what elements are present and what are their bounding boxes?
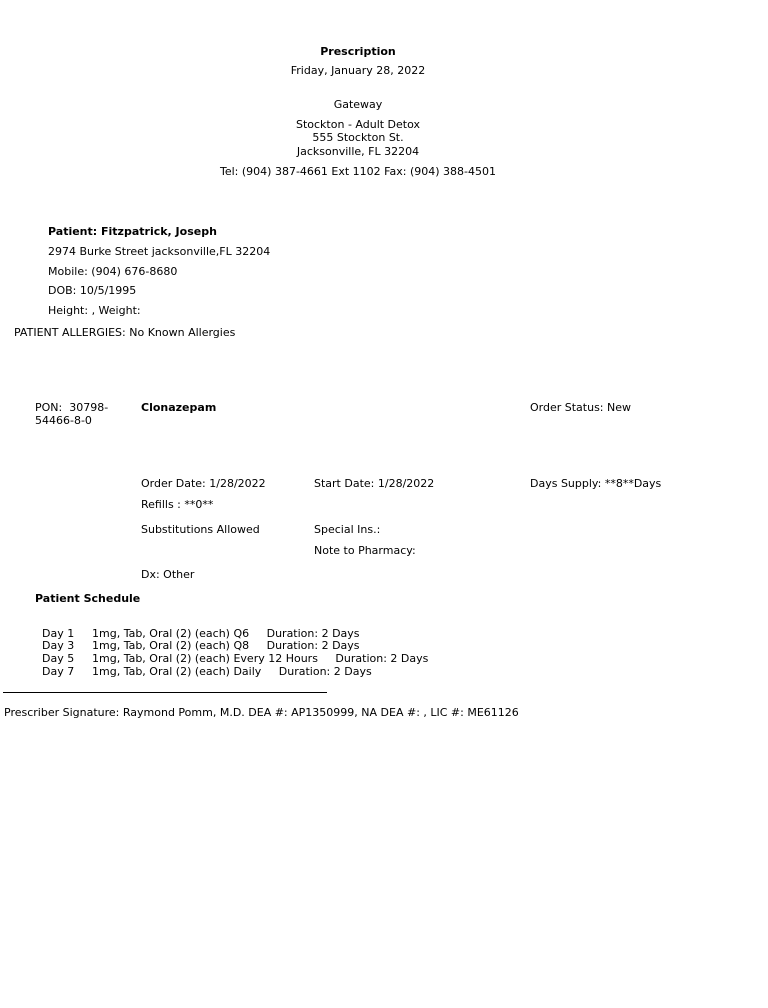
schedule-day: Day 5 [42,652,75,665]
drug-name: Clonazepam [141,401,217,414]
schedule-day: Day 7 [42,665,75,678]
special-instructions: Special Ins.: [314,523,381,536]
schedule-instructions: 1mg, Tab, Oral (2) (each) Daily Duration: 2 Days [92,665,372,678]
pon-label: PON: [35,401,63,414]
pon-line-1 [35,401,108,414]
patient-name: Fitzpatrick, Joseph [101,225,217,238]
pon-value-part2: 54466-8-0 [35,414,92,427]
note-to-pharmacy: Note to Pharmacy: [314,544,416,557]
patient-dob: DOB: 10/5/1995 [48,284,137,297]
prescriber-signature: Prescriber Signature: Raymond Pomm, M.D. DEA #: AP1350999, NA DEA #: , LIC #: ME61126 [4,706,519,719]
facility-name: Stockton - Adult Detox [295,118,421,131]
organization-name: Gateway [333,98,383,111]
order-status: Order Status: New [530,401,632,414]
schedule-day: Day 3 [42,639,75,652]
schedule-title: Patient Schedule [35,592,141,605]
schedule-instructions: 1mg, Tab, Oral (2) (each) Q6 Duration: 2 Days [92,627,360,640]
signature-line [3,692,327,693]
start-date: Start Date: 1/28/2022 [314,477,435,490]
refills: Refills : **0** [141,498,214,511]
pon-value-part1: 30798- [69,401,109,414]
document-date: Friday, January 28, 2022 [290,64,426,77]
schedule-instructions: 1mg, Tab, Oral (2) (each) Every 12 Hours Duration: 2 Days [92,652,429,665]
substitutions: Substitutions Allowed [141,523,260,536]
patient-name-line [48,225,217,238]
patient-height-weight: Height: , Weight: [48,304,141,317]
schedule-instructions: 1mg, Tab, Oral (2) (each) Q8 Duration: 2 Days [92,639,360,652]
facility-street: 555 Stockton St. [312,131,404,144]
patient-allergies: PATIENT ALLERGIES: No Known Allergies [14,326,236,339]
facility-contact: Tel: (904) 387-4661 Ext 1102 Fax: (904) 388-4501 [220,165,496,178]
facility-city: Jacksonville, FL 32204 [296,145,420,158]
order-date: Order Date: 1/28/2022 [141,477,266,490]
diagnosis: Dx: Other [141,568,195,581]
patient-address: 2974 Burke Street jacksonville,FL 32204 [48,245,271,258]
schedule-day: Day 1 [42,627,75,640]
patient-label: Patient: [48,225,98,238]
days-supply: Days Supply: **8**Days [530,477,662,490]
patient-mobile: Mobile: (904) 676-8680 [48,265,178,278]
document-title: Prescription [320,45,396,58]
schedule-row [35,652,372,678]
